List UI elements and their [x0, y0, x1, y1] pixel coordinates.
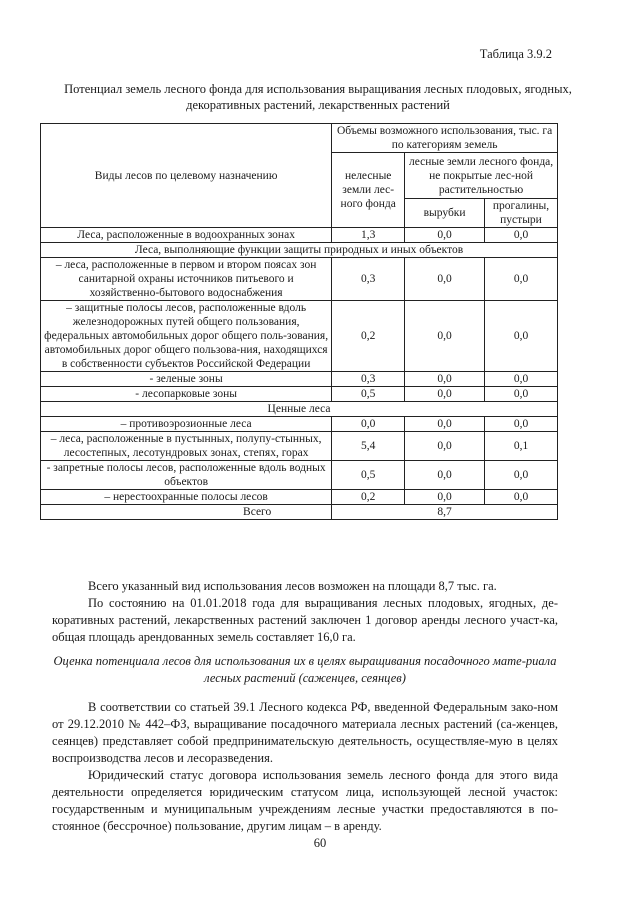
value-cell-v1: 0,5 — [332, 461, 405, 490]
value-cell-v3: 0,0 — [485, 258, 558, 301]
value-cell-v2: 0,0 — [405, 461, 485, 490]
table-total-row — [41, 505, 558, 520]
value-cell-v3: 0,0 — [485, 461, 558, 490]
table-row — [41, 461, 558, 490]
value-cell-v3: 0,0 — [485, 490, 558, 505]
table-section-row — [41, 402, 558, 417]
value-cell-v2: 0,0 — [405, 417, 485, 432]
page-number: 60 — [313, 836, 327, 850]
header-kinds: Виды лесов по целевому назначению — [41, 124, 332, 228]
value-cell-v1: 0,5 — [332, 387, 405, 402]
value-cell-v1: 0,3 — [332, 372, 405, 387]
total-label: Всего — [41, 505, 332, 520]
forest-kind-cell: – леса, расположенные в первом и втором поясах зон санитарной охраны источников питьевого и хозяйственно-бытового водоснабжения — [41, 258, 332, 301]
section-title-cell: Ценные леса — [41, 402, 558, 417]
table-row — [41, 417, 558, 432]
forest-kind-cell: – нерестоохранные полосы лесов — [41, 490, 332, 505]
section-title-cell: Леса, выполняющие функции защиты природных и иных объектов — [41, 243, 558, 258]
forest-kind-cell: – защитные полосы лесов, расположенные вдоль железнодорожных путей общего пользования, федеральных автомобильных дорог общего поль-зования, автомобильных дорог общего пользова-ния, находящихся в собственности субъектов Российской Федерации — [41, 301, 332, 372]
paragraph-block — [52, 699, 558, 835]
forest-kind-cell: – леса, расположенные в пустынных, полупу-стынных, лесостепных, лесотундровых зонах, степях, горах — [41, 432, 332, 461]
table-row — [41, 490, 558, 505]
value-cell-v3: 0,0 — [485, 228, 558, 243]
table-row — [41, 372, 558, 387]
paragraph-summary — [52, 578, 558, 646]
table-row — [41, 387, 558, 402]
value-cell-v1: 0,3 — [332, 258, 405, 301]
table-row — [41, 258, 558, 301]
total-value: 8,7 — [332, 505, 558, 520]
table-row — [41, 228, 558, 243]
value-cell-v2: 0,0 — [405, 258, 485, 301]
table-row — [41, 301, 558, 372]
forest-kind-cell: Леса, расположенные в водоохранных зонах — [41, 228, 332, 243]
section-subheading: Оценка потенциала лесов для использования их в целях выращивания посадочного мате-риала лесных растений (саженцев, сеянцев) — [53, 654, 557, 685]
value-cell-v1: 0,2 — [332, 490, 405, 505]
value-cell-v3: 0,1 — [485, 432, 558, 461]
table-title: Потенциал земель лесного фонда для использования выращивания лесных плодовых, ягодных, декоративных растений, лекарственных растений — [64, 82, 572, 112]
table-number: Таблица 3.9.2 — [479, 47, 552, 61]
header-glades: прогалины, пустыри — [485, 199, 558, 228]
paragraph-legal-basis: В соответствии со статьей 39.1 Лесного кодекса РФ, введенной Федеральным зако-ном от 29.12.2010 № 442–ФЗ, выращивание посадочного материала лесных растений (са-женцев, сеянцев) представляет собой предпринимательскую деятельность, осуществляе-мую в целях воспроизводства лесов и лесоразведения. — [52, 700, 558, 765]
value-cell-v2: 0,0 — [405, 387, 485, 402]
value-cell-v2: 0,0 — [405, 372, 485, 387]
value-cell-v2: 0,0 — [405, 432, 485, 461]
value-cell-v3: 0,0 — [485, 301, 558, 372]
forest-kind-cell: - зеленые зоны — [41, 372, 332, 387]
table-row — [41, 432, 558, 461]
paragraph-total-area: Всего указанный вид использования лесов возможен на площади 8,7 тыс. га. — [88, 579, 497, 593]
paragraph-lease-status: По состоянию на 01.01.2018 года для выращивания лесных плодовых, ягодных, де-коративных растений, лекарственных растений заключен 1 договор аренды лесного участ-ка, общая площадь арендованных земель составляет 16,0 га. — [52, 596, 558, 644]
forest-potential-table — [40, 123, 558, 520]
value-cell-v1: 5,4 — [332, 432, 405, 461]
value-cell-v2: 0,0 — [405, 228, 485, 243]
header-nonforest: нелесные земли лес-ного фонда — [332, 153, 405, 228]
paragraph-legal-status: Юридический статус договора использования земель лесного фонда для этого вида деятельности определяется юридическим статусом лица, использующей лесной участок: государственным и муниципальным учреждениям лесные участки предоставляются в по-стоянное (бессрочное) пользование, другим лицам – в аренду. — [52, 768, 558, 833]
table-section-row — [41, 243, 558, 258]
value-cell-v2: 0,0 — [405, 301, 485, 372]
forest-kind-cell: – противоэрозионные леса — [41, 417, 332, 432]
forest-kind-cell: - лесопарковые зоны — [41, 387, 332, 402]
header-forest-uncovered: лесные земли лесного фонда, не покрытые лес-ной растительностью — [405, 153, 558, 199]
value-cell-v3: 0,0 — [485, 417, 558, 432]
value-cell-v2: 0,0 — [405, 490, 485, 505]
value-cell-v3: 0,0 — [485, 387, 558, 402]
header-cuttings: вырубки — [405, 199, 485, 228]
value-cell-v1: 1,3 — [332, 228, 405, 243]
value-cell-v1: 0,2 — [332, 301, 405, 372]
value-cell-v1: 0,0 — [332, 417, 405, 432]
forest-kind-cell: - запретные полосы лесов, расположенные вдоль водных объектов — [41, 461, 332, 490]
value-cell-v3: 0,0 — [485, 372, 558, 387]
header-volumes: Объемы возможного использования, тыс. га по категориям земель — [332, 124, 558, 153]
